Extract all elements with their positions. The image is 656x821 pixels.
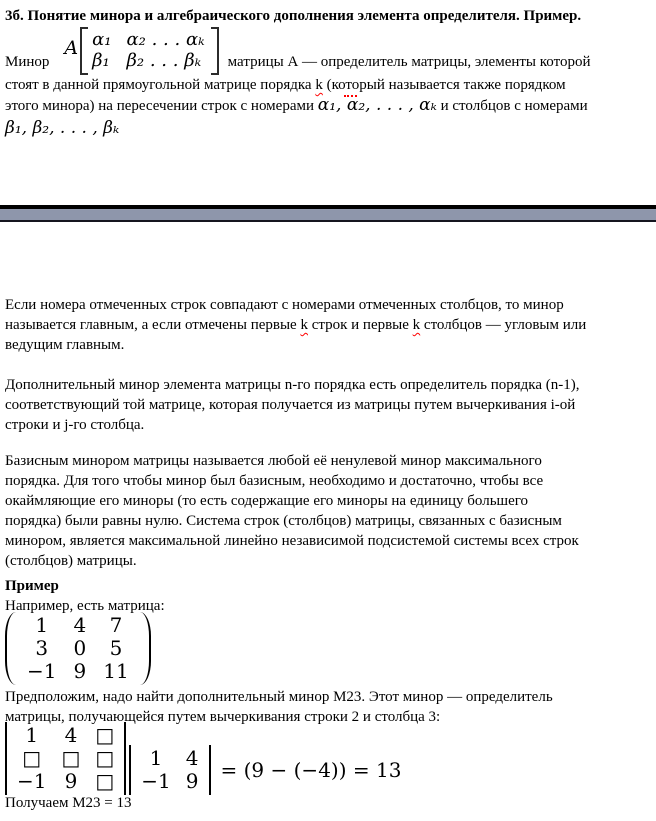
beta-sequence: β₁, β₂, . . . , βₖ — [5, 118, 120, 138]
example-task-line-2: матрицы, получающейся путем вычеркивания строки 2 и столбца 3: — [5, 709, 441, 725]
example-result: Получаем М23 = 13 — [5, 795, 132, 811]
left-square-bracket — [80, 27, 88, 75]
matrix-cell: β₂ . . . βₖ — [126, 50, 202, 71]
index-matrix — [80, 27, 219, 75]
det-cell: 9 — [64, 769, 78, 793]
matrix-cell: 11 — [103, 659, 129, 683]
right-paren — [138, 612, 151, 685]
crossed-out-cell: □ — [95, 769, 115, 793]
index-matrix-grid — [88, 27, 211, 75]
det-cell: −1 — [141, 769, 171, 793]
minor-word: Минор — [5, 54, 50, 70]
crossed-out-cell: □ — [22, 746, 42, 770]
paragraph-main-minor: Если номера отмеченных строк совпадают с номерами отмеченных столбцов, то минор называется главным, а если отмечены первые k строк и первые k столбцов — угловым или ведущим главным. — [5, 297, 587, 353]
paragraph-basis-minor: Базисным минором матрицы называется любой её ненулевой минор максимального порядка. Для того чтобы минор был базисным, необходимо и достаточно, чтобы все окаймляющие его миноры (то есть содержащие его миноры на единицу большего порядка) были равны нулю. Система строк (столбцов) матрицы, связанных с базисным минором, является максимальной линейно независимой подсистемой системы всех строк (столбцов) матрицы. — [5, 453, 579, 569]
section-divider — [0, 205, 656, 222]
matrix-symbol-A: A — [64, 37, 79, 59]
spellcheck-artifact — [344, 92, 357, 97]
intro-section — [5, 27, 590, 140]
example-matrix-grid — [18, 612, 138, 685]
intro-line-2: стоят в данной прямоугольной матрице порядка k (который называется также порядком — [5, 77, 566, 93]
intro-line-4 — [5, 117, 590, 140]
crossed-out-cell: □ — [95, 746, 115, 770]
paragraph-complementary-minor: Дополнительный минор элемента матрицы n-го порядка есть определитель порядка (n-1), соответствующий той матрице, которая получается из матрицы путем вычеркивания i-ой строки и j-го столбца. — [5, 377, 580, 433]
det-cell: 1 — [25, 723, 39, 747]
det-cell: 4 — [64, 723, 78, 747]
example-lead: Например, есть матрица: — [5, 598, 165, 614]
paragraph-main-line-2: называется главным, а если отмечены первые k строк и первые k столбцов — угловым или — [5, 317, 587, 333]
intro-line-3: этого минора) на пересечении строк с номерами α₁, α₂, . . . , αₖ и столбцов с номерами — [5, 95, 588, 115]
left-paren — [5, 612, 18, 685]
matrix-cell: α₂ . . . αₖ — [126, 29, 205, 50]
crossed-out-cell: □ — [95, 723, 115, 747]
matrix-cell: 3 — [35, 636, 49, 660]
crossed-out-cell: □ — [61, 746, 81, 770]
example-task-line-1: Предположим, надо найти дополнительный минор М23. Этот минор — определитель — [5, 689, 553, 705]
minor-formula — [5, 27, 590, 75]
matrix-cell: 0 — [73, 636, 87, 660]
example-matrix — [5, 612, 151, 685]
det-cell: 1 — [149, 746, 163, 770]
matrix-cell: 1 — [35, 613, 49, 637]
determinant-2x2 — [129, 745, 210, 795]
det-cell: 4 — [185, 746, 199, 770]
det-cell: −1 — [17, 769, 47, 793]
misspelled-k: k — [300, 317, 308, 333]
example-heading: Пример — [5, 578, 59, 594]
matrix-cell: 9 — [73, 659, 87, 683]
equation-result: = (9 − (−4)) = 13 — [220, 758, 402, 782]
matrix-cell: 5 — [109, 636, 123, 660]
right-square-bracket — [211, 27, 219, 75]
matrix-cell: β₁ — [92, 50, 110, 71]
matrix-cell: α₁ — [92, 29, 112, 50]
alpha-sequence: α₁, α₂, . . . , αₖ — [317, 95, 437, 115]
det-cell: 9 — [185, 769, 199, 793]
matrix-cell: −1 — [27, 659, 57, 683]
determinant-3x3 — [5, 722, 126, 795]
page-title: 3б. Понятие минора и алгебраического дополнения элемента определителя. Пример. — [5, 8, 582, 24]
minor-computation — [5, 722, 401, 795]
matrix-cell: 7 — [109, 613, 123, 637]
misspelled-k: k — [315, 77, 323, 93]
matrix-cell: 4 — [73, 613, 87, 637]
intro-text-after-matrix: матрицы А — определитель матрицы, элементы которой — [227, 54, 591, 70]
misspelled-k: k — [412, 317, 421, 333]
